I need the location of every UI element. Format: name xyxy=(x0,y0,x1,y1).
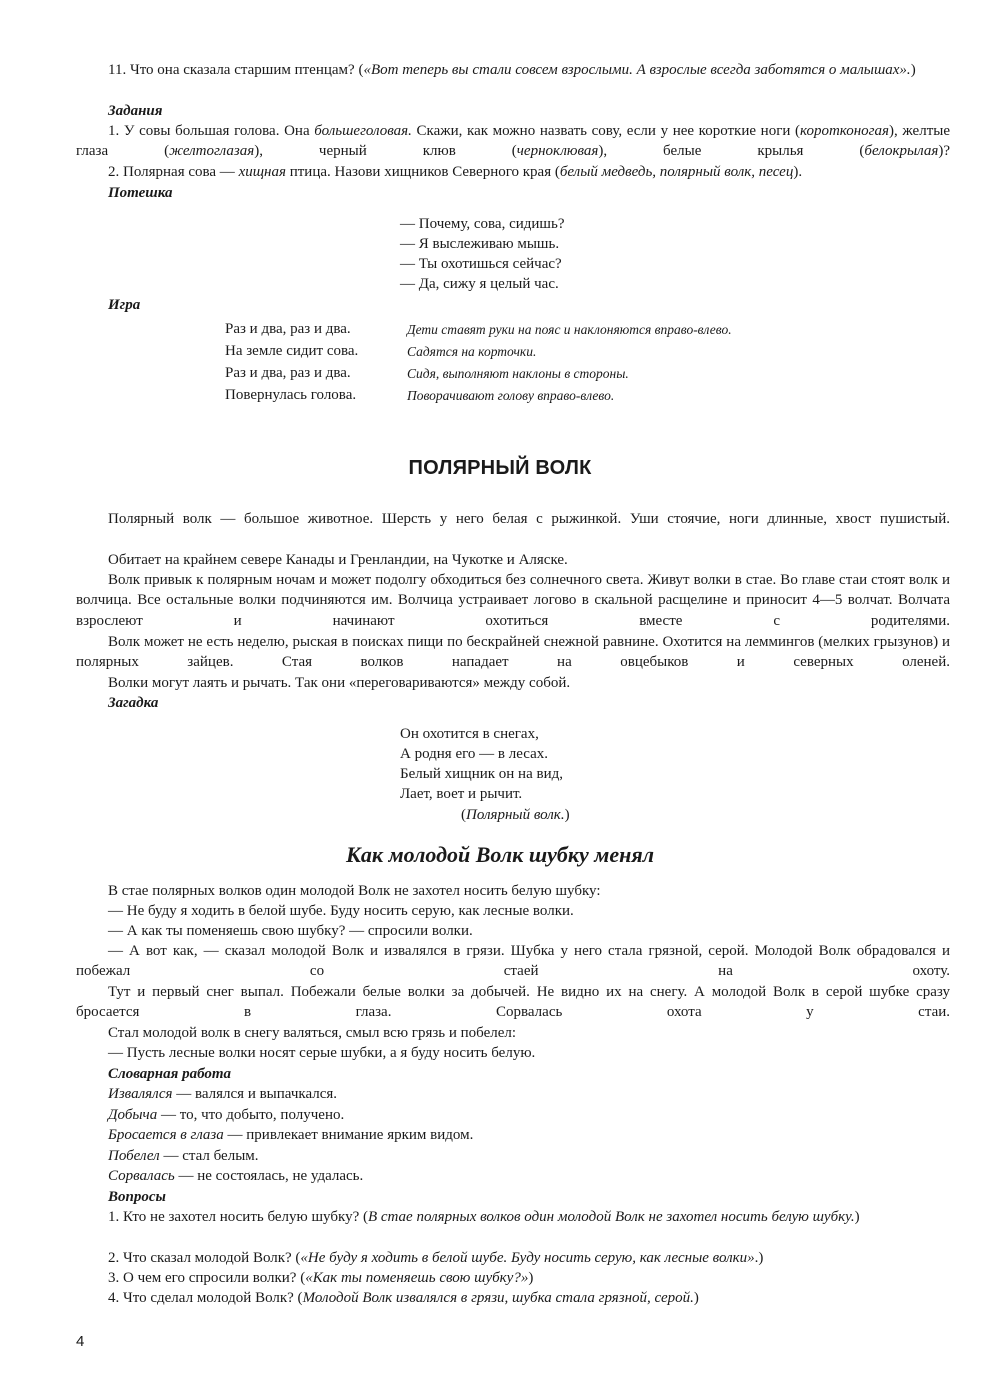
question-text: 4. Что сделал молодой Волк? ( xyxy=(108,1290,303,1306)
task-2 xyxy=(76,162,950,182)
wolf-paragraph: Обитает на крайнем севере Канады и Гренландии, на Чукотке и Аляске. xyxy=(108,552,568,568)
task-italic: желтоглазая xyxy=(169,143,255,160)
section-title-polar-wolf: ПОЛЯРНЫЙ ВОЛК xyxy=(408,457,592,479)
story-paragraph: — А вот как, — сказал молодой Волк и извалялся в грязи. Шубка у него стала грязной, серой. Молодой Волк обрадовался и побежал со стаей на охоту. xyxy=(76,943,950,980)
task-text: птица. Назови хищников Северного края ( xyxy=(285,164,560,180)
task-italic: белый медведь, полярный волк, песец xyxy=(559,164,794,180)
game-action: Садятся на корточки. xyxy=(407,344,537,359)
vocab-item xyxy=(108,1146,259,1166)
story-question xyxy=(76,1288,950,1308)
story-paragraph: В стае полярных волков один молодой Волк не захотел носить белую шубку: xyxy=(108,883,601,899)
vocab-word: Сорвалась xyxy=(108,1168,175,1184)
story-paragraph: — Не буду я ходить в белой шубе. Буду носить серую, как лесные волки. xyxy=(108,903,574,919)
game-verse: Раз и два, раз и два. xyxy=(225,365,351,381)
story-paragraph: — А как ты поменяешь свою шубку? — спросили волки. xyxy=(108,923,473,939)
vocab-word: Бросается в глаза xyxy=(108,1127,224,1143)
task-text: ). xyxy=(793,164,803,180)
question-answer: «Как ты поменяешь свою шубку?» xyxy=(305,1270,529,1286)
vocab-word: Добыча xyxy=(108,1107,158,1123)
page-number: 4 xyxy=(76,1333,85,1350)
riddle-line: Белый хищник он на вид, xyxy=(400,766,563,782)
wolf-paragraph: Полярный волк — большое животное. Шерсть у него белая с рыжинкой. Уши стоячие, ноги длинные, хвост пушистый. xyxy=(108,511,950,527)
vocab-def: — то, что добыто, получено. xyxy=(157,1107,345,1123)
game-verse: Повернулась голова. xyxy=(225,387,357,403)
question-end: ) xyxy=(910,62,916,78)
question-answer: «Не буду я ходить в белой шубе. Буду носить серую, как лесные волки» xyxy=(300,1250,755,1266)
task-text: 1. У совы большая голова. Она xyxy=(108,123,315,139)
vocab-def: — стал белым. xyxy=(159,1148,259,1164)
riddle-line: А родня его — в лесах. xyxy=(400,746,548,762)
paren: ) xyxy=(564,807,570,823)
vocab-item xyxy=(108,1125,473,1145)
game-action: Сидя, выполняют наклоны в стороны. xyxy=(407,366,629,381)
task-text: )? xyxy=(938,143,950,160)
game-verse: Раз и два, раз и два. xyxy=(225,321,351,337)
vocab-word: Извалялся xyxy=(108,1086,173,1102)
game-action: Поворачивают голову вправо-влево. xyxy=(407,388,615,403)
riddle-answer xyxy=(461,805,570,825)
vocab-header: Словарная работа xyxy=(108,1066,232,1082)
task-italic: коротконогая xyxy=(800,123,890,139)
vocab-def: — не состоялась, не удалась. xyxy=(174,1168,364,1184)
task-text: Скажи, как можно назвать сову, если у нее короткие ноги ( xyxy=(411,123,801,139)
wolf-paragraph: Волки могут лаять и рычать. Так они «переговариваются» между собой. xyxy=(108,675,571,691)
vocab-item xyxy=(108,1105,344,1125)
story-paragraph: — Пусть лесные волки носят серые шубки, а я буду носить белую. xyxy=(108,1045,536,1061)
question-text: 2. Что сказал молодой Волк? ( xyxy=(108,1250,301,1266)
poteshka-header: Потешка xyxy=(108,185,173,201)
story-paragraph: Стал молодой волк в снегу валяться, смыл всю грязь и побелел: xyxy=(108,1025,517,1041)
story-question xyxy=(76,1207,950,1227)
vocab-item xyxy=(108,1166,363,1186)
riddle-answer-text: Полярный волк. xyxy=(466,807,565,823)
poteshka-line: — Я выслеживаю мышь. xyxy=(400,236,560,252)
paren: ( xyxy=(461,807,466,823)
question-end: ) xyxy=(528,1270,534,1286)
poteshka-line: — Да, сижу я целый час. xyxy=(400,276,559,292)
game-action: Дети ставят руки на пояс и наклоняются вправо-влево. xyxy=(407,322,732,337)
task-italic: белокрылая xyxy=(864,143,939,160)
vocab-def: — привлекает внимание ярким видом. xyxy=(223,1127,474,1143)
question-answer: В стае полярных волков один молодой Волк не захотел носить белую шубку. xyxy=(367,1209,855,1225)
vocab-item xyxy=(108,1084,337,1104)
story-paragraph: Тут и первый снег выпал. Побежали белые волки за добычей. Не видно их на снегу. А молодой Волк в серой шубке сразу бросается в глаза. Сорвалась охота у стаи. xyxy=(76,984,950,1021)
riddle-header: Загадка xyxy=(108,695,159,711)
game-verse: На земле сидит сова. xyxy=(225,343,359,359)
question-end: ) xyxy=(693,1290,699,1306)
task-text: 2. Полярная сова — xyxy=(108,164,239,180)
question-answer: «Вот теперь вы стали совсем взрослыми. А взрослые всегда заботятся о малышах». xyxy=(363,62,911,78)
wolf-paragraph: Волк привык к полярным ночам и может подолгу обходиться без солнечного света. Живут волки в стае. Во главе стаи стоят волк и волчица. Все остальные волки подчиняются им. Волчица устраивает логово в скальной расщелине и приносит 4—5 волчат. Волчата взрослеют и начинают охотиться вместе с родителями. xyxy=(76,572,950,629)
question-text: 1. Кто не захотел носить белую шубку? ( xyxy=(108,1209,368,1225)
tasks-header: Задания xyxy=(108,103,163,119)
vocab-word: Побелел xyxy=(108,1148,160,1164)
task-italic: черноклювая xyxy=(516,143,599,160)
task-text: ), белые крылья ( xyxy=(598,143,865,160)
wolf-paragraph: Волк может не есть неделю, рыская в поисках пищи по бескрайней снежной равнине. Охотится на леммингов (мелких грызунов) и полярных зайцев. Стая волков нападает на овцебыков и северных оленей. xyxy=(76,634,950,671)
question-text: 3. О чем его спросили волки? ( xyxy=(108,1270,306,1286)
poteshka-line: — Ты охотишься сейчас? xyxy=(400,256,562,272)
task-italic: большеголовая. xyxy=(314,123,412,139)
task-text: ), черный клюв ( xyxy=(254,143,517,160)
poteshka-line: — Почему, сова, сидишь? xyxy=(400,216,565,232)
story-question xyxy=(76,1248,950,1268)
question-end: .) xyxy=(754,1250,764,1266)
question-answer: Молодой Волк извалялся в грязи, шубка стала грязной, серой. xyxy=(302,1290,694,1306)
game-header: Игра xyxy=(108,297,141,313)
owl-question-11 xyxy=(76,60,950,80)
riddle-line: Лает, воет и рычит. xyxy=(400,786,523,802)
question-end: ) xyxy=(854,1209,860,1225)
questions-header: Вопросы xyxy=(108,1189,166,1205)
riddle-line: Он охотится в снегах, xyxy=(400,726,539,742)
story-title: Как молодой Волк шубку менял xyxy=(346,842,654,867)
question-text: 11. Что она сказала старшим птенцам? ( xyxy=(108,62,364,78)
task-italic: хищная xyxy=(238,164,286,180)
vocab-def: — валялся и выпачкался. xyxy=(172,1086,338,1102)
story-question xyxy=(76,1268,950,1288)
task-text: ), желтые глаза ( xyxy=(76,123,950,160)
